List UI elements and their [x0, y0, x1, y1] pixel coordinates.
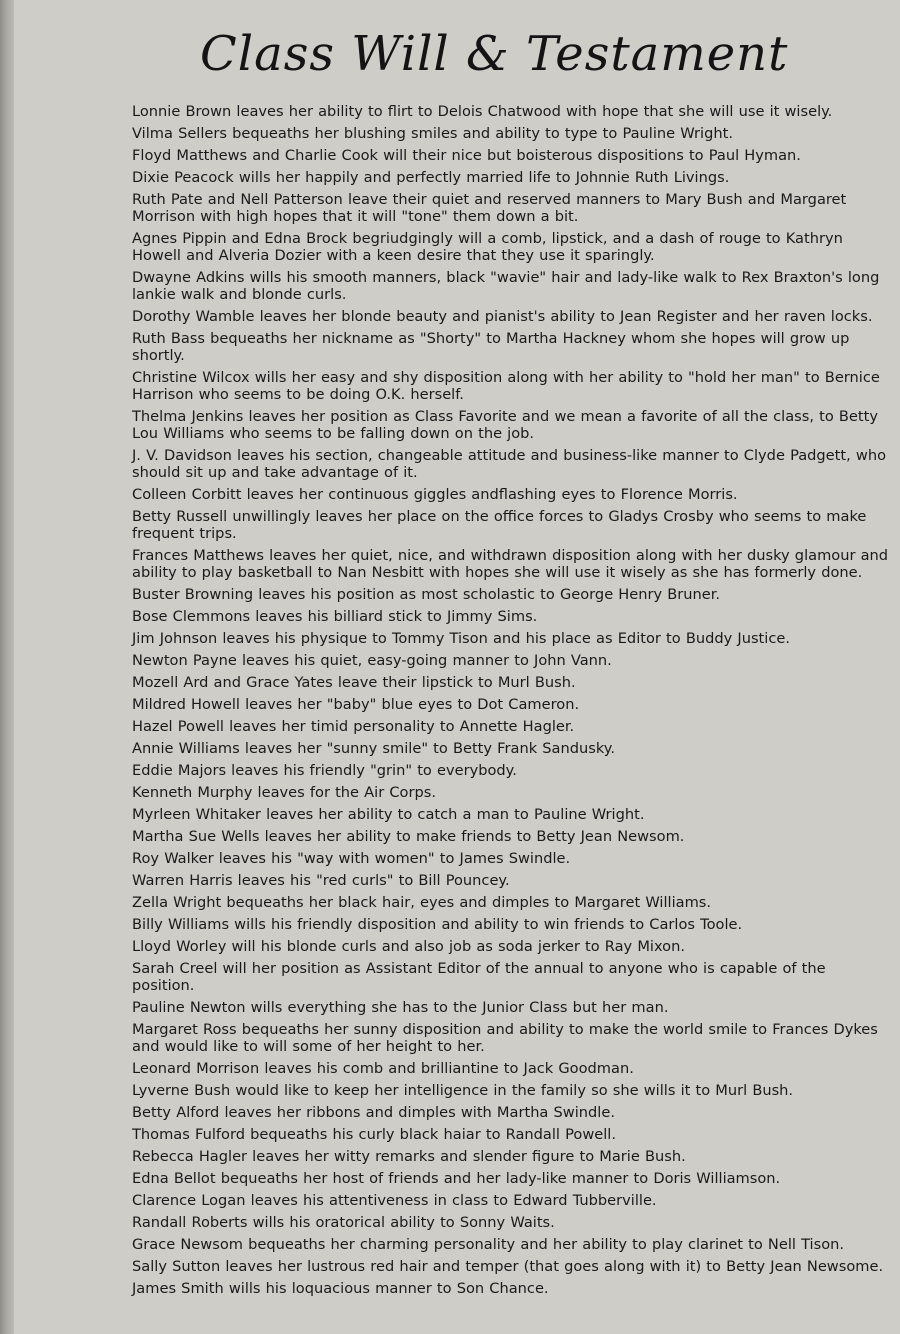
- book-spine-shadow: [0, 0, 14, 1334]
- will-entry: Kenneth Murphy leaves for the Air Corps.: [132, 784, 436, 801]
- will-entry: Floyd Matthews and Charlie Cook will their nice but boisterous dispositions to Paul Hyman.: [132, 147, 801, 164]
- will-entry: Newton Payne leaves his quiet, easy-going manner to John Vann.: [132, 652, 612, 669]
- will-entry: Hazel Powell leaves her timid personality to Annette Hagler.: [132, 718, 575, 735]
- will-entry: Colleen Corbitt leaves her continuous giggles andflashing eyes to Florence Morris.: [132, 486, 738, 503]
- will-entry: Rebecca Hagler leaves her witty remarks and slender figure to Marie Bush.: [132, 1148, 686, 1165]
- will-entry: James Smith wills his loquacious manner to Son Chance.: [132, 1280, 549, 1297]
- will-entry: Betty Alford leaves her ribbons and dimples with Martha Swindle.: [132, 1104, 615, 1121]
- will-entry: Ruth Bass bequeaths her nickname as "Shorty" to Martha Hackney whom she hopes will grow up shortly.: [132, 330, 850, 364]
- will-entry: Clarence Logan leaves his attentiveness in class to Edward Tubberville.: [132, 1192, 657, 1209]
- will-entry: Zella Wright bequeaths her black hair, eyes and dimples to Margaret Williams.: [132, 894, 712, 911]
- will-entry: J. V. Davidson leaves his section, changeable attitude and business-like manner to Clyde Padgett, who should sit up and take advantage of it.: [132, 447, 886, 481]
- will-entry: Sally Sutton leaves her lustrous red hair and temper (that goes along with it) to Betty Jean Newsome.: [132, 1258, 884, 1275]
- will-entry: Pauline Newton wills everything she has to the Junior Class but her man.: [132, 999, 669, 1016]
- will-entries-list: [132, 103, 892, 1302]
- will-entry: Buster Browning leaves his position as most scholastic to George Henry Bruner.: [132, 586, 721, 603]
- will-entry: Ruth Pate and Nell Patterson leave their quiet and reserved manners to Mary Bush and Margaret Morrison with high hopes that it will "tone" them down a bit.: [132, 191, 847, 225]
- will-entry: Frances Matthews leaves her quiet, nice, and withdrawn disposition along with her dusky glamour and ability to play basketball to Nan Nesbitt with hopes she will use it wisely as she has formerly done.: [132, 547, 889, 581]
- will-entry: Billy Williams wills his friendly disposition and ability to win friends to Carlos Toole.: [132, 916, 743, 933]
- will-entry: Betty Russell unwillingly leaves her place on the office forces to Gladys Crosby who seems to make frequent trips.: [132, 508, 867, 542]
- will-entry: Mozell Ard and Grace Yates leave their lipstick to Murl Bush.: [132, 674, 576, 691]
- will-entry: Vilma Sellers bequeaths her blushing smiles and ability to type to Pauline Wright.: [132, 125, 733, 142]
- page-title: Class Will & Testament: [200, 26, 789, 82]
- will-entry: Lyverne Bush would like to keep her intelligence in the family so she wills it to Murl Bush.: [132, 1082, 794, 1099]
- will-entry: Dixie Peacock wills her happily and perfectly married life to Johnnie Ruth Livings.: [132, 169, 730, 186]
- will-entry: Mildred Howell leaves her "baby" blue eyes to Dot Cameron.: [132, 696, 580, 713]
- will-entry: Thomas Fulford bequeaths his curly black haiar to Randall Powell.: [132, 1126, 616, 1143]
- will-entry: Dorothy Wamble leaves her blonde beauty and pianist's ability to Jean Register and her raven locks.: [132, 308, 873, 325]
- will-entry: Sarah Creel will her position as Assistant Editor of the annual to anyone who is capable of the position.: [132, 960, 826, 994]
- will-entry: Martha Sue Wells leaves her ability to make friends to Betty Jean Newsom.: [132, 828, 685, 845]
- will-entry: Thelma Jenkins leaves her position as Class Favorite and we mean a favorite of all the class, to Betty Lou Williams who seems to be falling down on the job.: [132, 408, 878, 442]
- will-entry: Edna Bellot bequeaths her host of friends and her lady-like manner to Doris Williamson.: [132, 1170, 781, 1187]
- will-entry: Grace Newsom bequeaths her charming personality and her ability to play clarinet to Nell Tison.: [132, 1236, 845, 1253]
- will-entry: Roy Walker leaves his "way with women" to James Swindle.: [132, 850, 571, 867]
- will-entry: Christine Wilcox wills her easy and shy disposition along with her ability to "hold her man" to Bernice Harrison who seems to be doing O.K. herself.: [132, 369, 880, 403]
- will-entry: Lloyd Worley will his blonde curls and also job as soda jerker to Ray Mixon.: [132, 938, 685, 955]
- will-entry: Annie Williams leaves her "sunny smile" to Betty Frank Sandusky.: [132, 740, 615, 757]
- will-entry: Randall Roberts wills his oratorical ability to Sonny Waits.: [132, 1214, 555, 1231]
- yearbook-page: [14, 0, 900, 1334]
- will-entry: Lonnie Brown leaves her ability to flirt to Delois Chatwood with hope that she will use it wisely.: [132, 103, 833, 120]
- will-entry: Margaret Ross bequeaths her sunny disposition and ability to make the world smile to Frances Dykes and would like to will some of her height to her.: [132, 1021, 878, 1055]
- will-entry: Myrleen Whitaker leaves her ability to catch a man to Pauline Wright.: [132, 806, 645, 823]
- will-entry: Dwayne Adkins wills his smooth manners, black "wavie" hair and lady-like walk to Rex Braxton's long lankie walk and blonde curls.: [132, 269, 880, 303]
- will-entry: Agnes Pippin and Edna Brock begriudgingly will a comb, lipstick, and a dash of rouge to Kathryn Howell and Alveria Dozier with a keen desire that they use it sparingly.: [132, 230, 843, 264]
- will-entry: Bose Clemmons leaves his billiard stick to Jimmy Sims.: [132, 608, 538, 625]
- will-entry: Leonard Morrison leaves his comb and brilliantine to Jack Goodman.: [132, 1060, 634, 1077]
- will-entry: Jim Johnson leaves his physique to Tommy Tison and his place as Editor to Buddy Justice.: [132, 630, 790, 647]
- will-entry: Warren Harris leaves his "red curls" to Bill Pouncey.: [132, 872, 510, 889]
- will-entry: Eddie Majors leaves his friendly "grin" to everybody.: [132, 762, 517, 779]
